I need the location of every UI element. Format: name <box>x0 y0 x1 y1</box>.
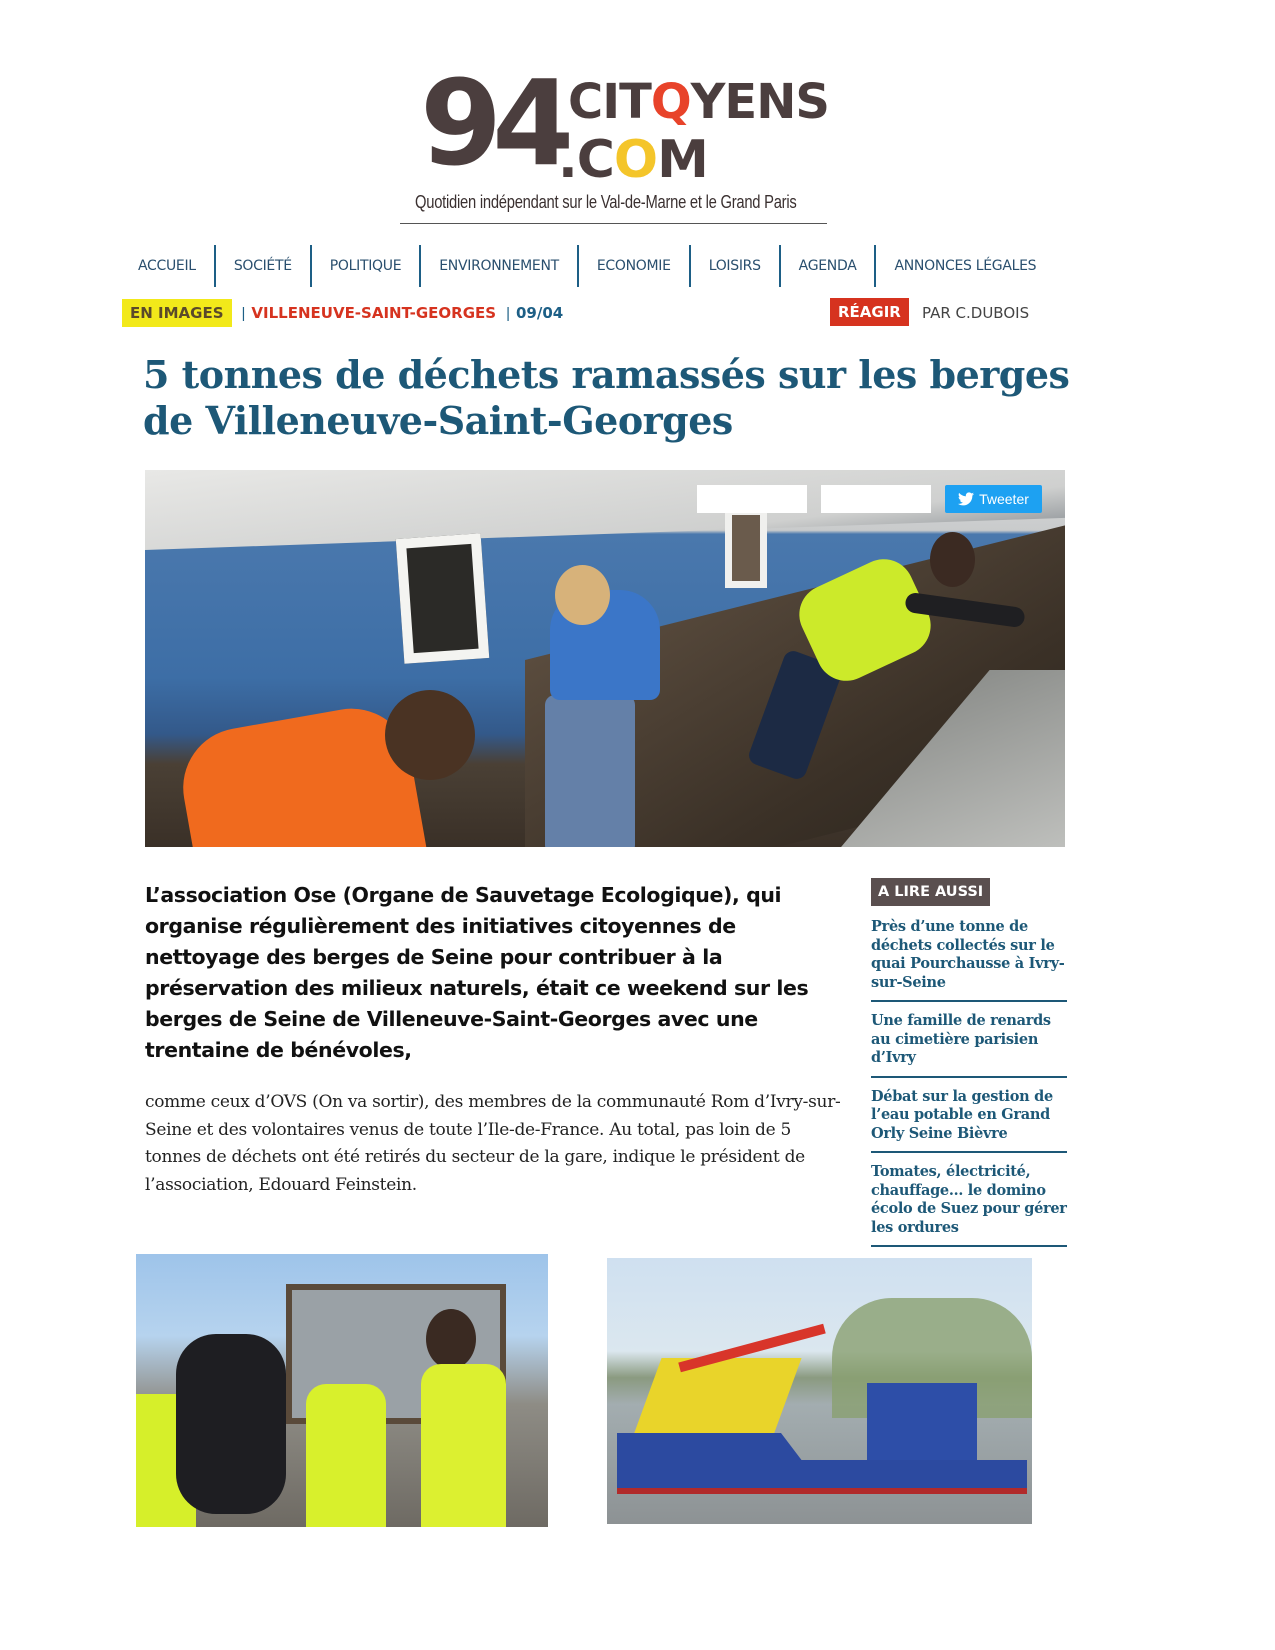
photo-cleaning-boat <box>607 1258 1032 1524</box>
article-meta <box>122 298 563 328</box>
photo-person-jeans <box>545 695 635 847</box>
photo-person-vest <box>306 1384 386 1527</box>
logo-divider <box>400 223 827 224</box>
nav-item-annonces-legales[interactable]: ANNONCES LÉGALES <box>894 258 1037 274</box>
nav-item-societe[interactable]: SOCIÉTÉ <box>233 258 292 274</box>
article-date: 09/04 <box>515 304 564 322</box>
tweet-label: Tweeter <box>979 491 1029 507</box>
related-article-link[interactable]: Une famille de renards au cimetière parisien d’Ivry <box>871 1012 1067 1078</box>
photo-person-head <box>930 532 975 587</box>
logo-name-bottom: .COM <box>558 130 708 190</box>
city-tag[interactable]: VILLENEUVE-SAINT-GEORGES <box>251 304 497 322</box>
nav-item-environnement[interactable]: ENVIRONNEMENT <box>439 258 559 274</box>
photo-person-head <box>426 1309 476 1369</box>
photo-boat-waterline <box>617 1488 1027 1494</box>
photo-trash-bag <box>176 1334 286 1514</box>
main-nav <box>120 245 1120 287</box>
twitter-bird-icon <box>958 492 974 506</box>
photo-volunteers-truck <box>136 1254 548 1527</box>
meta-separator: | <box>241 304 246 322</box>
article-title: 5 tonnes de déchets ramassés sur les berges de Villeneuve-Saint-Georges <box>143 352 1070 443</box>
react-button[interactable]: RÉAGIR <box>830 298 909 326</box>
site-logo[interactable] <box>400 54 840 232</box>
category-badge[interactable]: EN IMAGES <box>122 299 232 327</box>
related-articles <box>871 878 1067 1257</box>
related-article-link[interactable]: Tomates, électricité, chauffage… le domino écolo de Suez pour gérer les ordures <box>871 1163 1067 1247</box>
nav-item-economie[interactable]: ECONOMIE <box>596 258 671 274</box>
nav-item-accueil[interactable]: ACCUEIL <box>138 258 196 274</box>
related-article-link[interactable]: Près d’une tonne de déchets collectés sur le quai Pourchausse à Ivry-sur-Seine <box>871 918 1067 1002</box>
nav-item-agenda[interactable]: AGENDA <box>798 258 857 274</box>
hero-photo <box>145 470 1065 847</box>
meta-separator: | <box>506 304 510 322</box>
nav-item-loisirs[interactable]: LOISIRS <box>708 258 761 274</box>
related-articles-label: A LIRE AUSSI <box>871 878 990 906</box>
logo-number: 94 <box>420 54 565 192</box>
photo-window <box>396 533 490 664</box>
author-byline: PAR C.DUBOIS <box>922 304 1030 322</box>
photo-person-hair <box>555 565 610 625</box>
related-article-link[interactable]: Débat sur la gestion de l’eau potable en Grand Orly Seine Bièvre <box>871 1088 1067 1154</box>
logo-name-top: CITQYENS <box>568 74 829 130</box>
share-button-placeholder[interactable] <box>697 485 807 513</box>
photo-boat-cabin <box>867 1383 977 1463</box>
logo-tagline: Quotidien indépendant sur le Val-de-Marne et le Grand Paris <box>415 192 797 212</box>
photo-person-vest <box>421 1364 506 1527</box>
article-body: comme ceux d’OVS (On va sortir), des membres de la communauté Rom d’Ivry-sur-Seine et des volontaires venus de toute l’Ile-de-France. Au total, pas loin de 5 tonnes de déchets ont été retirés du secteur de la gare, indique le président de l’association, Edouard Feinstein. <box>145 1092 841 1195</box>
share-button-placeholder[interactable] <box>821 485 931 513</box>
nav-item-politique[interactable]: POLITIQUE <box>329 258 402 274</box>
tweet-button[interactable] <box>945 485 1042 513</box>
photo-crane <box>632 1358 801 1438</box>
article-lead: L’association Ose (Organe de Sauvetage Ecologique), qui organise régulièrement des initiatives citoyennes de nettoyage des berges de Seine pour contribuer à la préservation des milieux naturels, était ce weekend sur les berges de Seine de Villeneuve-Saint-Georges avec une trentaine de bénévoles, <box>145 883 809 1062</box>
photo-person-head <box>385 690 475 780</box>
photo-window <box>725 508 767 588</box>
